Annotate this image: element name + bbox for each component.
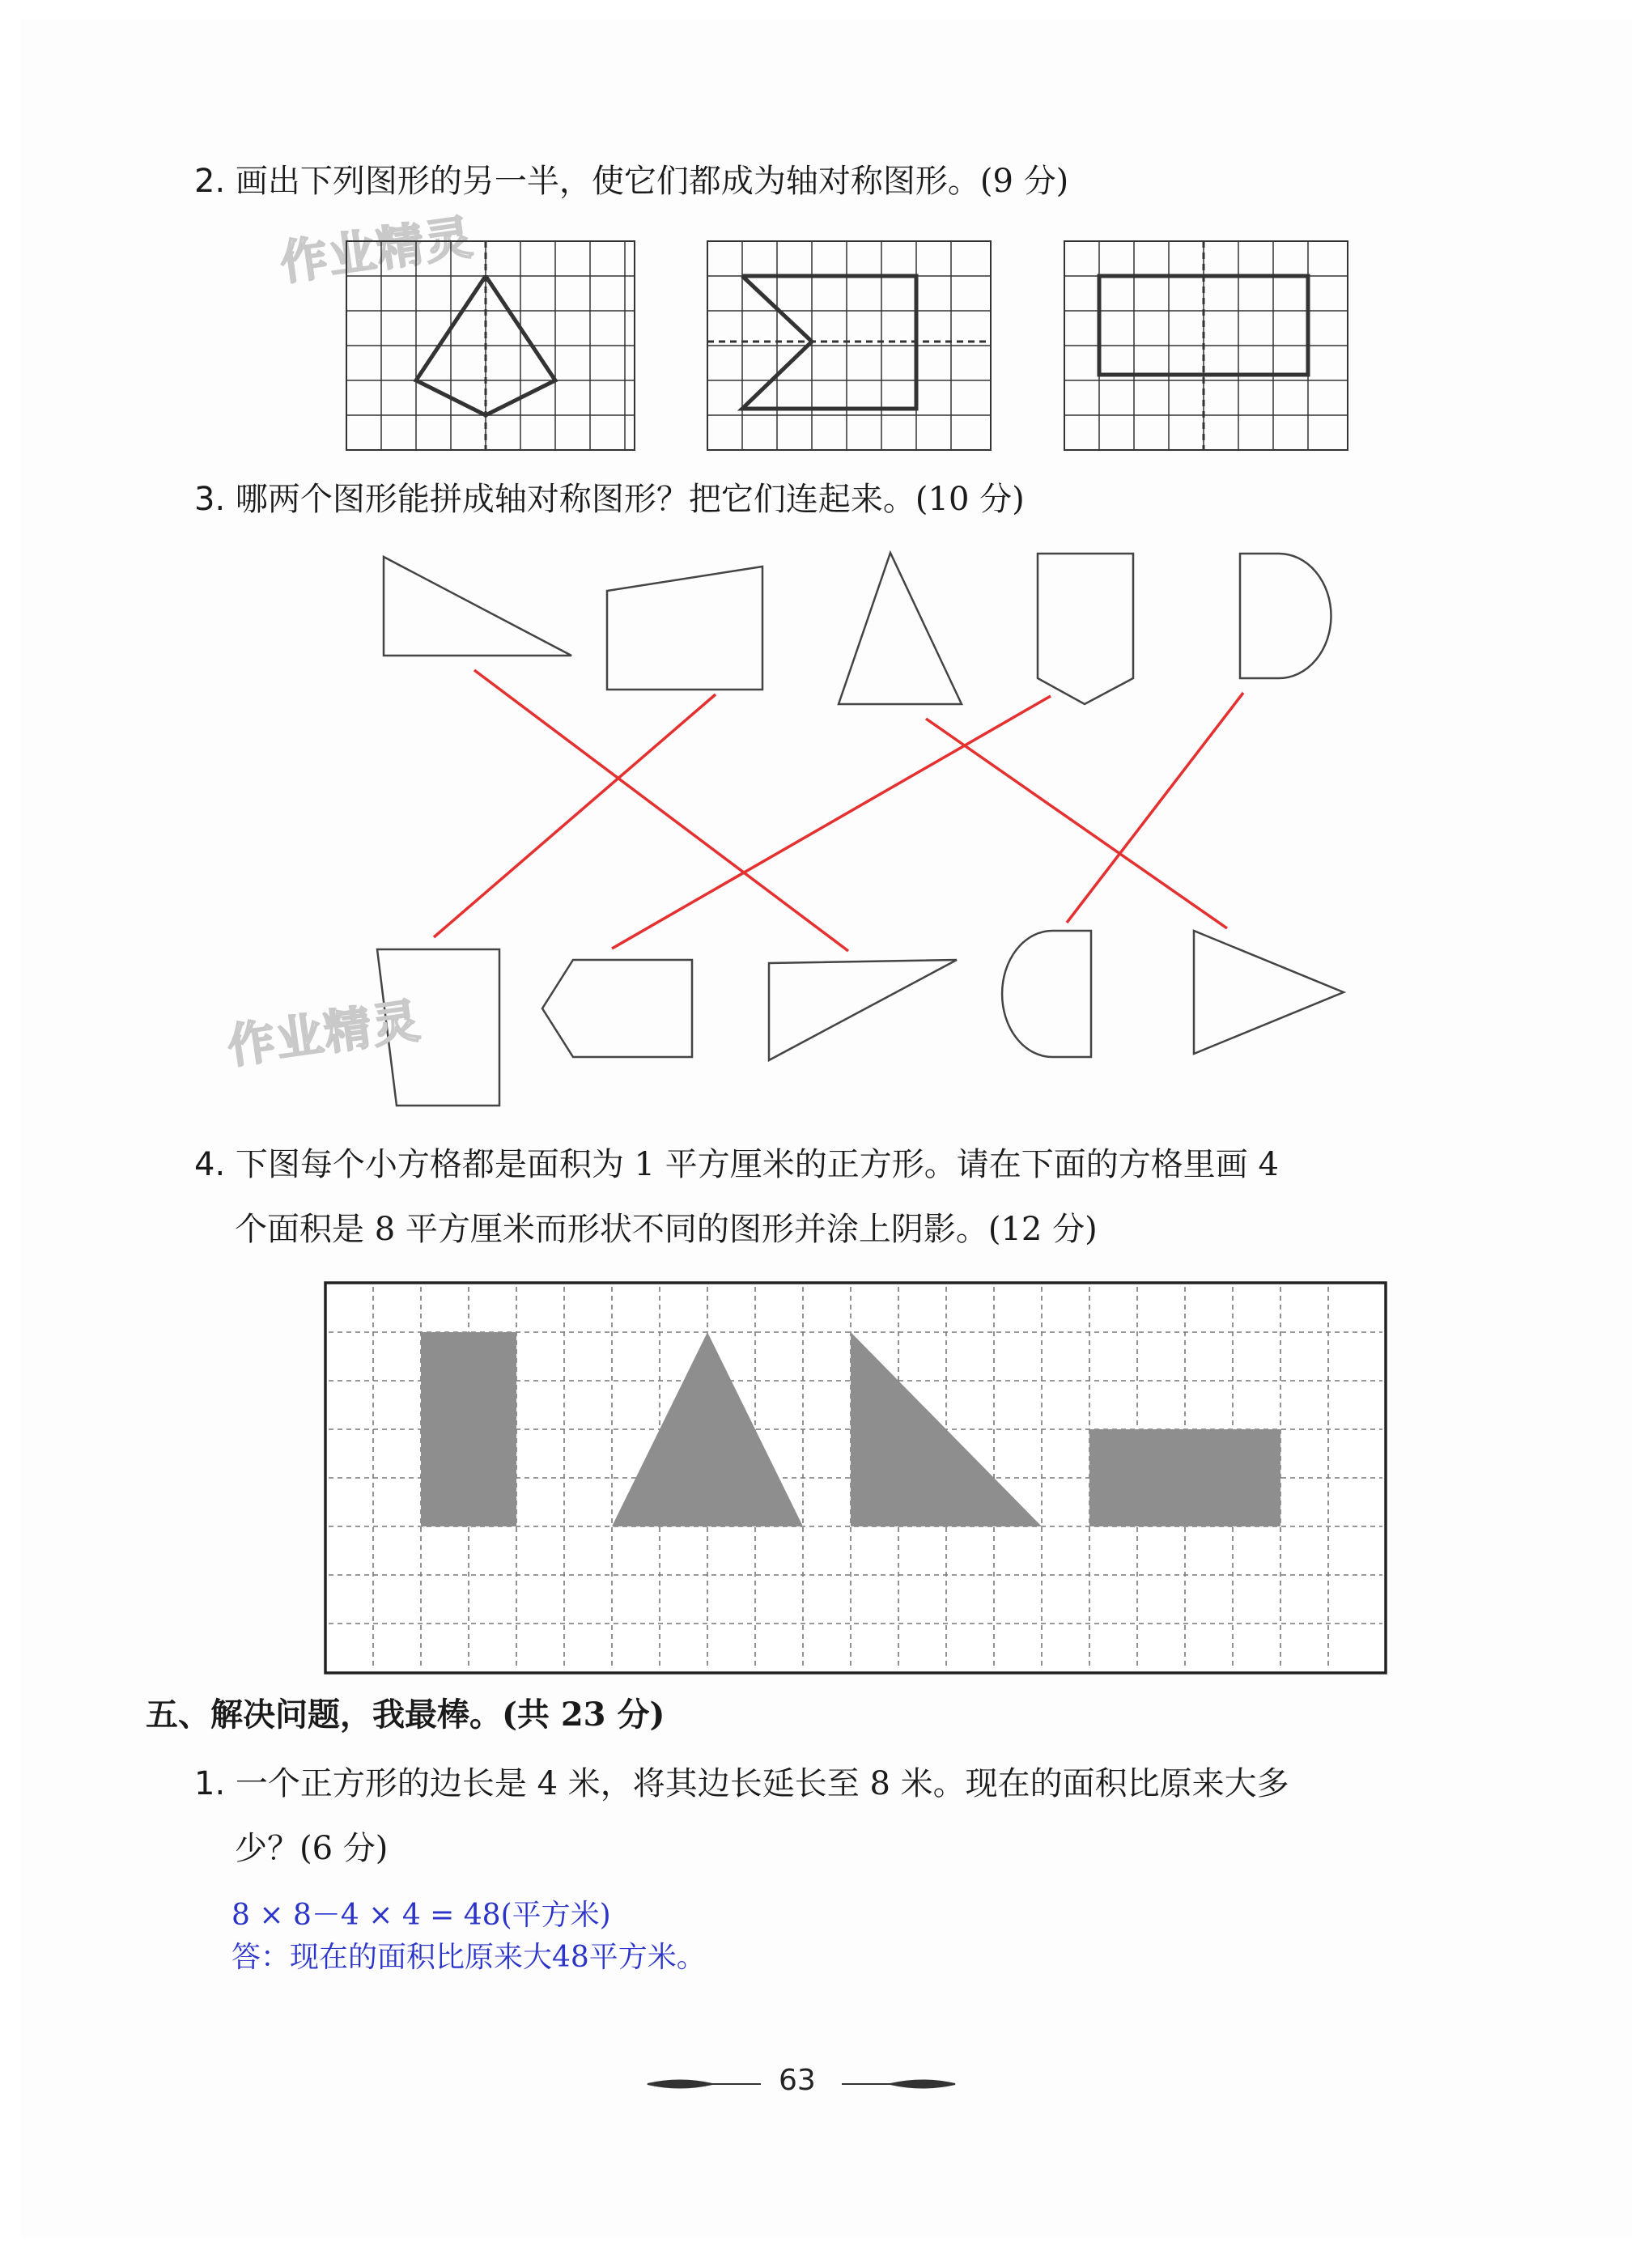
question-number: 4. [194, 1146, 226, 1183]
page-number: 63 [779, 2064, 816, 2097]
question-text: 画出下列图形的另一半，使它们都成为轴对称图形。(9 分) [235, 163, 1069, 200]
question-4-line2: 个面积是 8 平方厘米而形状不同的图形并涂上阴影。(12 分) [235, 1211, 1098, 1248]
question-text: 下图每个小方格都是面积为 1 平方厘米的正方形。请在下面的方格里画 4 [235, 1146, 1279, 1183]
section-5-title: 五、解决问题，我最棒。(共 23 分) [146, 1696, 665, 1734]
watermark: 作业精灵 [277, 209, 478, 291]
question-number: 3. [194, 481, 226, 518]
problem-1-line2: 少？(6 分) [235, 1830, 389, 1867]
answer-formula: 8 × 8－4 × 4 = 48(平方米) [231, 1899, 611, 1932]
watermark: 作业精灵 [224, 992, 425, 1075]
question-text: 哪两个图形能拼成轴对称图形？把它们连起来。(10 分) [235, 481, 1025, 518]
question-number: 2. [194, 163, 226, 200]
answer-text: 答：现在的面积比原来大48平方米。 [231, 1941, 706, 1974]
question-number: 1. [194, 1765, 226, 1802]
question-text: 一个正方形的边长是 4 米，将其边长延长至 8 米。现在的面积比原来大多 [235, 1765, 1289, 1802]
